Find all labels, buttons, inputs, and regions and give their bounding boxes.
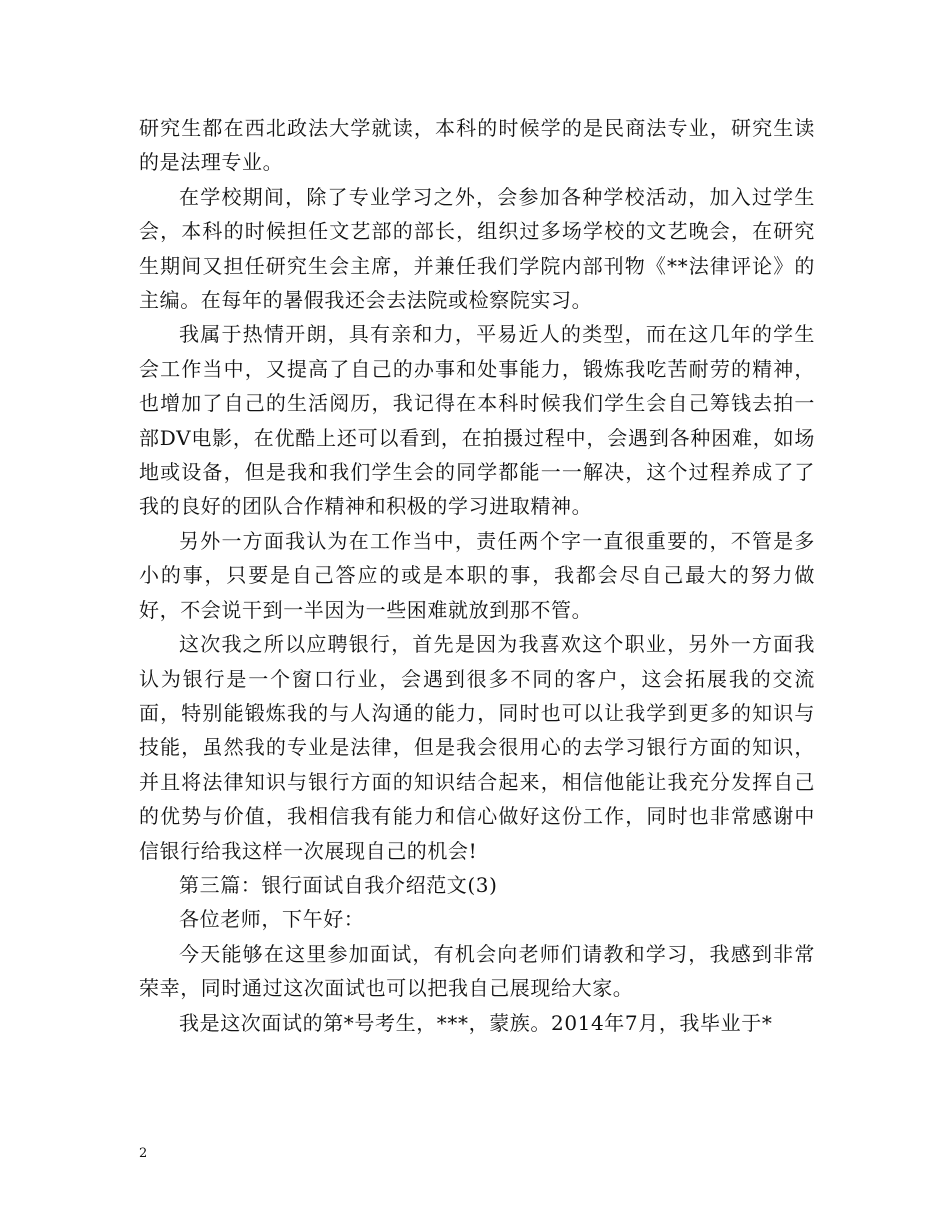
paragraph: 我是这次面试的第*号考生，***，蒙族。2014年7月，我毕业于* — [179, 1010, 773, 1035]
document-body — [139, 111, 815, 1040]
paragraph: 在学校期间，除了专业学习之外，会参加各种学校活动，加入过学生会，本科的时候担任文艺部的部长，组织过多场学校的文艺晚会，在研究生期间又担任研究生会主席，并兼任我们学院内部刊物《**法律评论》的主编。在每年的暑假我还会去法院或检察院实习。 — [139, 184, 815, 313]
paragraph: 另外一方面我认为在工作当中，责任两个字一直很重要的，不管是多小的事，只要是自己答应的或是本职的事，我都会尽自己最大的努力做好，不会说干到一半因为一些困难就放到那不管。 — [139, 528, 815, 622]
page-number: 2 — [139, 1146, 148, 1161]
section-heading: 第三篇：银行面试自我介绍范文(3) — [179, 872, 498, 897]
paragraph: 这次我之所以应聘银行，首先是因为我喜欢这个职业，另外一方面我认为银行是一个窗口行业，会遇到很多不同的客户，这会拓展我的交流面，特别能锻炼我的与人沟通的能力，同时也可以让我学到更多的知识与技能，虽然我的专业是法律，但是我会很用心的去学习银行方面的知识，并且将法律知识与银行方面的知识结合起来，相信他能让我充分发挥自己的优势与价值，我相信我有能力和信心做好这份工作，同时也非常感谢中信银行给我这样一次展现自己的机会! — [139, 632, 815, 863]
paragraph: 我属于热情开朗，具有亲和力，平易近人的类型，而在这几年的学生会工作当中，又提高了自己的办事和处事能力，锻炼我吃苦耐劳的精神，也增加了自己的生活阅历，我记得在本科时候我们学生会自己筹钱去拍一部DV电影，在优酷上还可以看到，在拍摄过程中，会遇到各种困难，如场地或设备，但是我和我们学生会的同学都能一一解决，这个过程养成了了我的良好的团队合作精神和积极的学习进取精神。 — [139, 322, 815, 519]
paragraph: 今天能够在这里参加面试，有机会向老师们请教和学习，我感到非常荣幸，同时通过这次面试也可以把我自己展现给大家。 — [139, 941, 815, 1001]
greeting: 各位老师，下午好： — [179, 907, 365, 932]
paragraph: 研究生都在西北政法大学就读，本科的时候学的是民商法专业，研究生读的是法理专业。 — [139, 116, 815, 175]
